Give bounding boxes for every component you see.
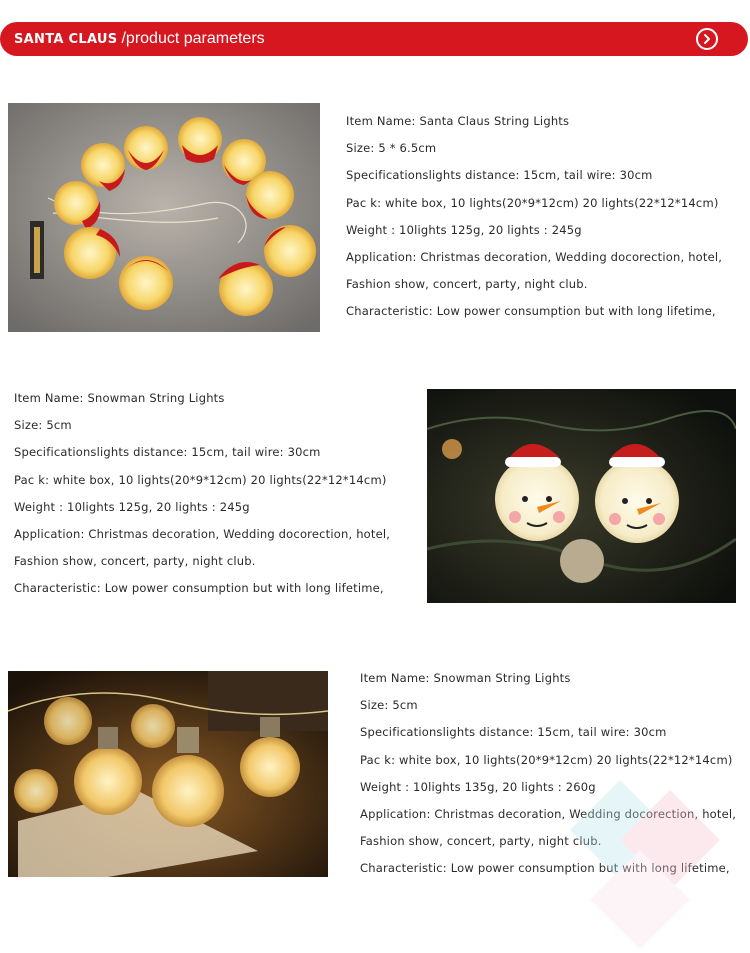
product-photo-santa-lights [8, 103, 320, 332]
spec-size: Size: 5cm [360, 698, 418, 713]
spec-weight: Weight : 10lights 125g, 20 lights : 245g [346, 222, 582, 237]
spec-application: Application: Christmas decoration, Wedding docorection, hotel, [14, 526, 391, 541]
product-photo-snowman-lights [427, 389, 736, 603]
product-specs-snowman-1 [14, 390, 390, 608]
spec-specifications: Specificationslights distance: 15cm, tail wire: 30cm [14, 445, 321, 460]
spec-weight: Weight : 10lights 135g, 20 lights : 260g [360, 779, 596, 794]
banner-subtitle: /product parameters [121, 30, 265, 47]
spec-characteristic: Characteristic: Low power consumption but with long lifetime, [360, 861, 730, 876]
spec-size: Size: 5 * 6.5cm [346, 141, 437, 156]
watermark-decoration [560, 760, 750, 949]
spec-specifications: Specificationslights distance: 15cm, tail wire: 30cm [360, 725, 667, 740]
spec-item-name: Item Name: Snowman String Lights [14, 391, 225, 405]
spec-item-name: Item Name: Santa Claus String Lights [346, 114, 570, 128]
banner-brand: SANTA CLAUS [14, 31, 118, 47]
spec-application-cont: Fashion show, concert, party, night club. [14, 554, 256, 569]
chevron-right-circle-icon[interactable] [696, 28, 718, 50]
spec-characteristic: Characteristic: Low power consumption but with long lifetime, [346, 304, 716, 319]
spec-specifications: Specificationslights distance: 15cm, tail wire: 30cm [346, 168, 653, 183]
spec-application: Application: Christmas decoration, Wedding docorection, hotel, [346, 249, 723, 264]
spec-application-cont: Fashion show, concert, party, night club. [346, 277, 588, 292]
spec-pack: Pac k: white box, 10 lights(20*9*12cm) 20 lights(22*12*14cm) [346, 195, 719, 210]
spec-item-name: Item Name: Snowman String Lights [360, 671, 571, 685]
spec-pack: Pac k: white box, 10 lights(20*9*12cm) 20 lights(22*12*14cm) [360, 752, 733, 767]
section-header-banner [0, 22, 748, 56]
spec-application-cont: Fashion show, concert, party, night club. [360, 834, 602, 849]
spec-size: Size: 5cm [14, 418, 72, 433]
spec-application: Application: Christmas decoration, Wedding docorection, hotel, [360, 806, 737, 821]
product-photo-bulb-lights [8, 671, 328, 877]
spec-characteristic: Characteristic: Low power consumption but with long lifetime, [14, 581, 384, 596]
product-specs-santa [346, 113, 722, 331]
spec-pack: Pac k: white box, 10 lights(20*9*12cm) 20 lights(22*12*14cm) [14, 472, 387, 487]
spec-weight: Weight : 10lights 125g, 20 lights : 245g [14, 499, 250, 514]
